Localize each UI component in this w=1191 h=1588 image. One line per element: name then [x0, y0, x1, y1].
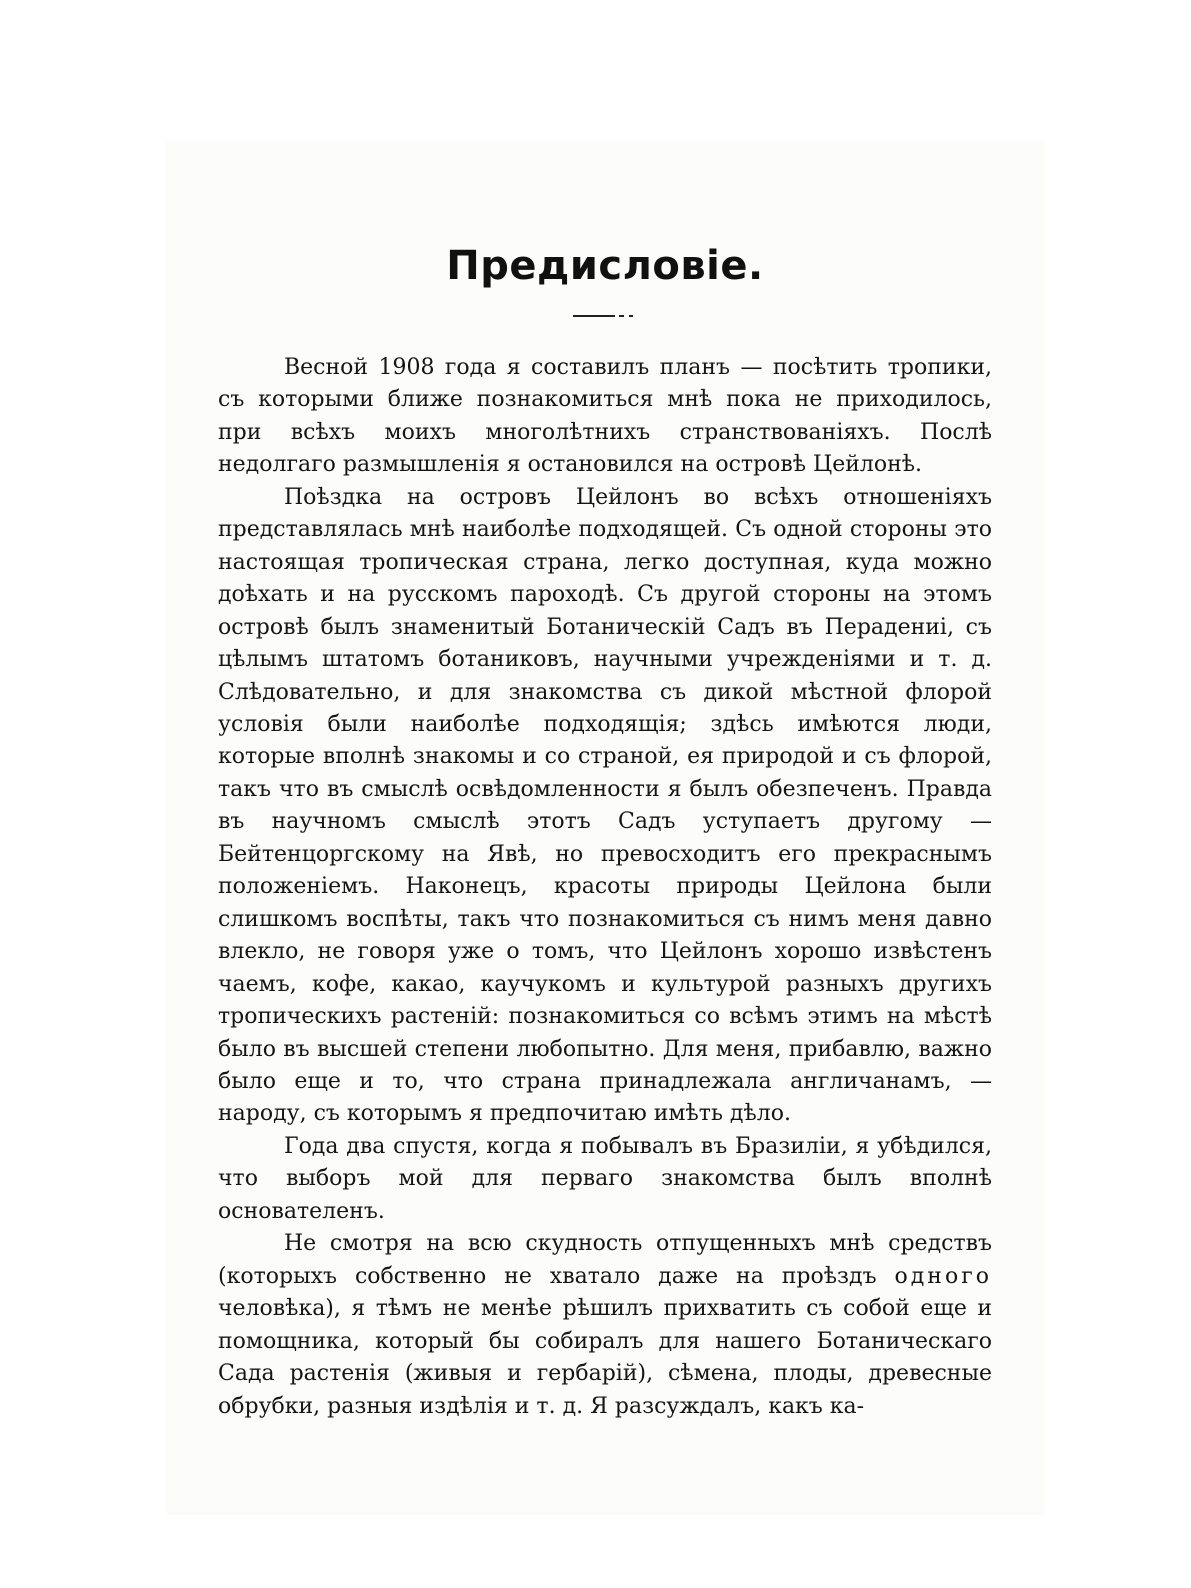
paragraph-3: Года два спустя, когда я побывалъ въ Бразиліи, я убѣдился, что выборъ мой для перваго знакомства былъ вполнѣ основателенъ.	[218, 1133, 992, 1224]
paragraph-4	[218, 1228, 992, 1423]
paragraph-4-emphasis: одного	[894, 1263, 992, 1289]
paragraph-1: Весной 1908 года я составилъ планъ — посѣтить тропики, съ которыми ближе познакомиться мнѣ пока не приходилось, при всѣхъ моихъ многолѣтнихъ странствованіяхъ. Послѣ недолгаго размышленія я остановился на островѣ Цейлонѣ.	[218, 355, 992, 478]
body-text	[218, 352, 992, 1423]
page-title: Предисловіе.	[446, 243, 764, 289]
paragraph-4-text-before: Не смотря на всю скудность отпущенныхъ мнѣ средствъ (которыхъ собственно не хватало даже на проѣздъ	[218, 1231, 992, 1289]
title-ornament-rule	[573, 312, 633, 322]
paragraph-2: Поѣздка на островъ Цейлонъ во всѣхъ отношеніяхъ представлялась мнѣ наиболѣе подходящей. Съ одной стороны это настоящая тропическая страна, легко доступная, куда можно доѣхать и на русскомъ пароходѣ. Съ другой стороны на этомъ островѣ былъ знаменитый Ботаническій Садъ въ Перадениі, съ цѣлымъ штатомъ ботаниковъ, научными учрежденіями и т. д. Слѣдовательно, и для знакомства съ дикой мѣстной флорой условія были наиболѣе подходящія; здѣсь имѣются люди, которые вполнѣ знакомы и со страной, ея природой и съ флорой, такъ что въ смыслѣ освѣдомленности я былъ обезпеченъ. Правда въ научномъ смыслѣ этотъ Садъ уступаетъ другому — Бейтенцоргскому на Явѣ, но превосходитъ его прекраснымъ положеніемъ. Наконецъ, красоты природы Цейлона были слишкомъ воспѣты, такъ что познакомиться съ нимъ меня давно влекло, не говоря уже о томъ, что Цейлонъ хорошо извѣстенъ чаемъ, кофе, какао, каучукомъ и культурой разныхъ другихъ тропическихъ растеній: познакомиться со всѣмъ этимъ на мѣстѣ было въ высшей степени любопытно. Для меня, прибавлю, важно было еще и то, что страна принадлежала англичанамъ, — народу, съ которымъ я предпочитаю имѣть дѣло.	[218, 484, 992, 1127]
paragraph-4-text-after: человѣка), я тѣмъ не менѣе рѣшилъ прихватить съ собой еще и помощника, который бы собиралъ для нашего Ботаническаго Сада растенія (живыя и гербарій), сѣмена, плоды, древесные обрубки, разныя издѣлія и т. д. Я разсуждалъ, какъ ка-	[218, 1296, 992, 1419]
